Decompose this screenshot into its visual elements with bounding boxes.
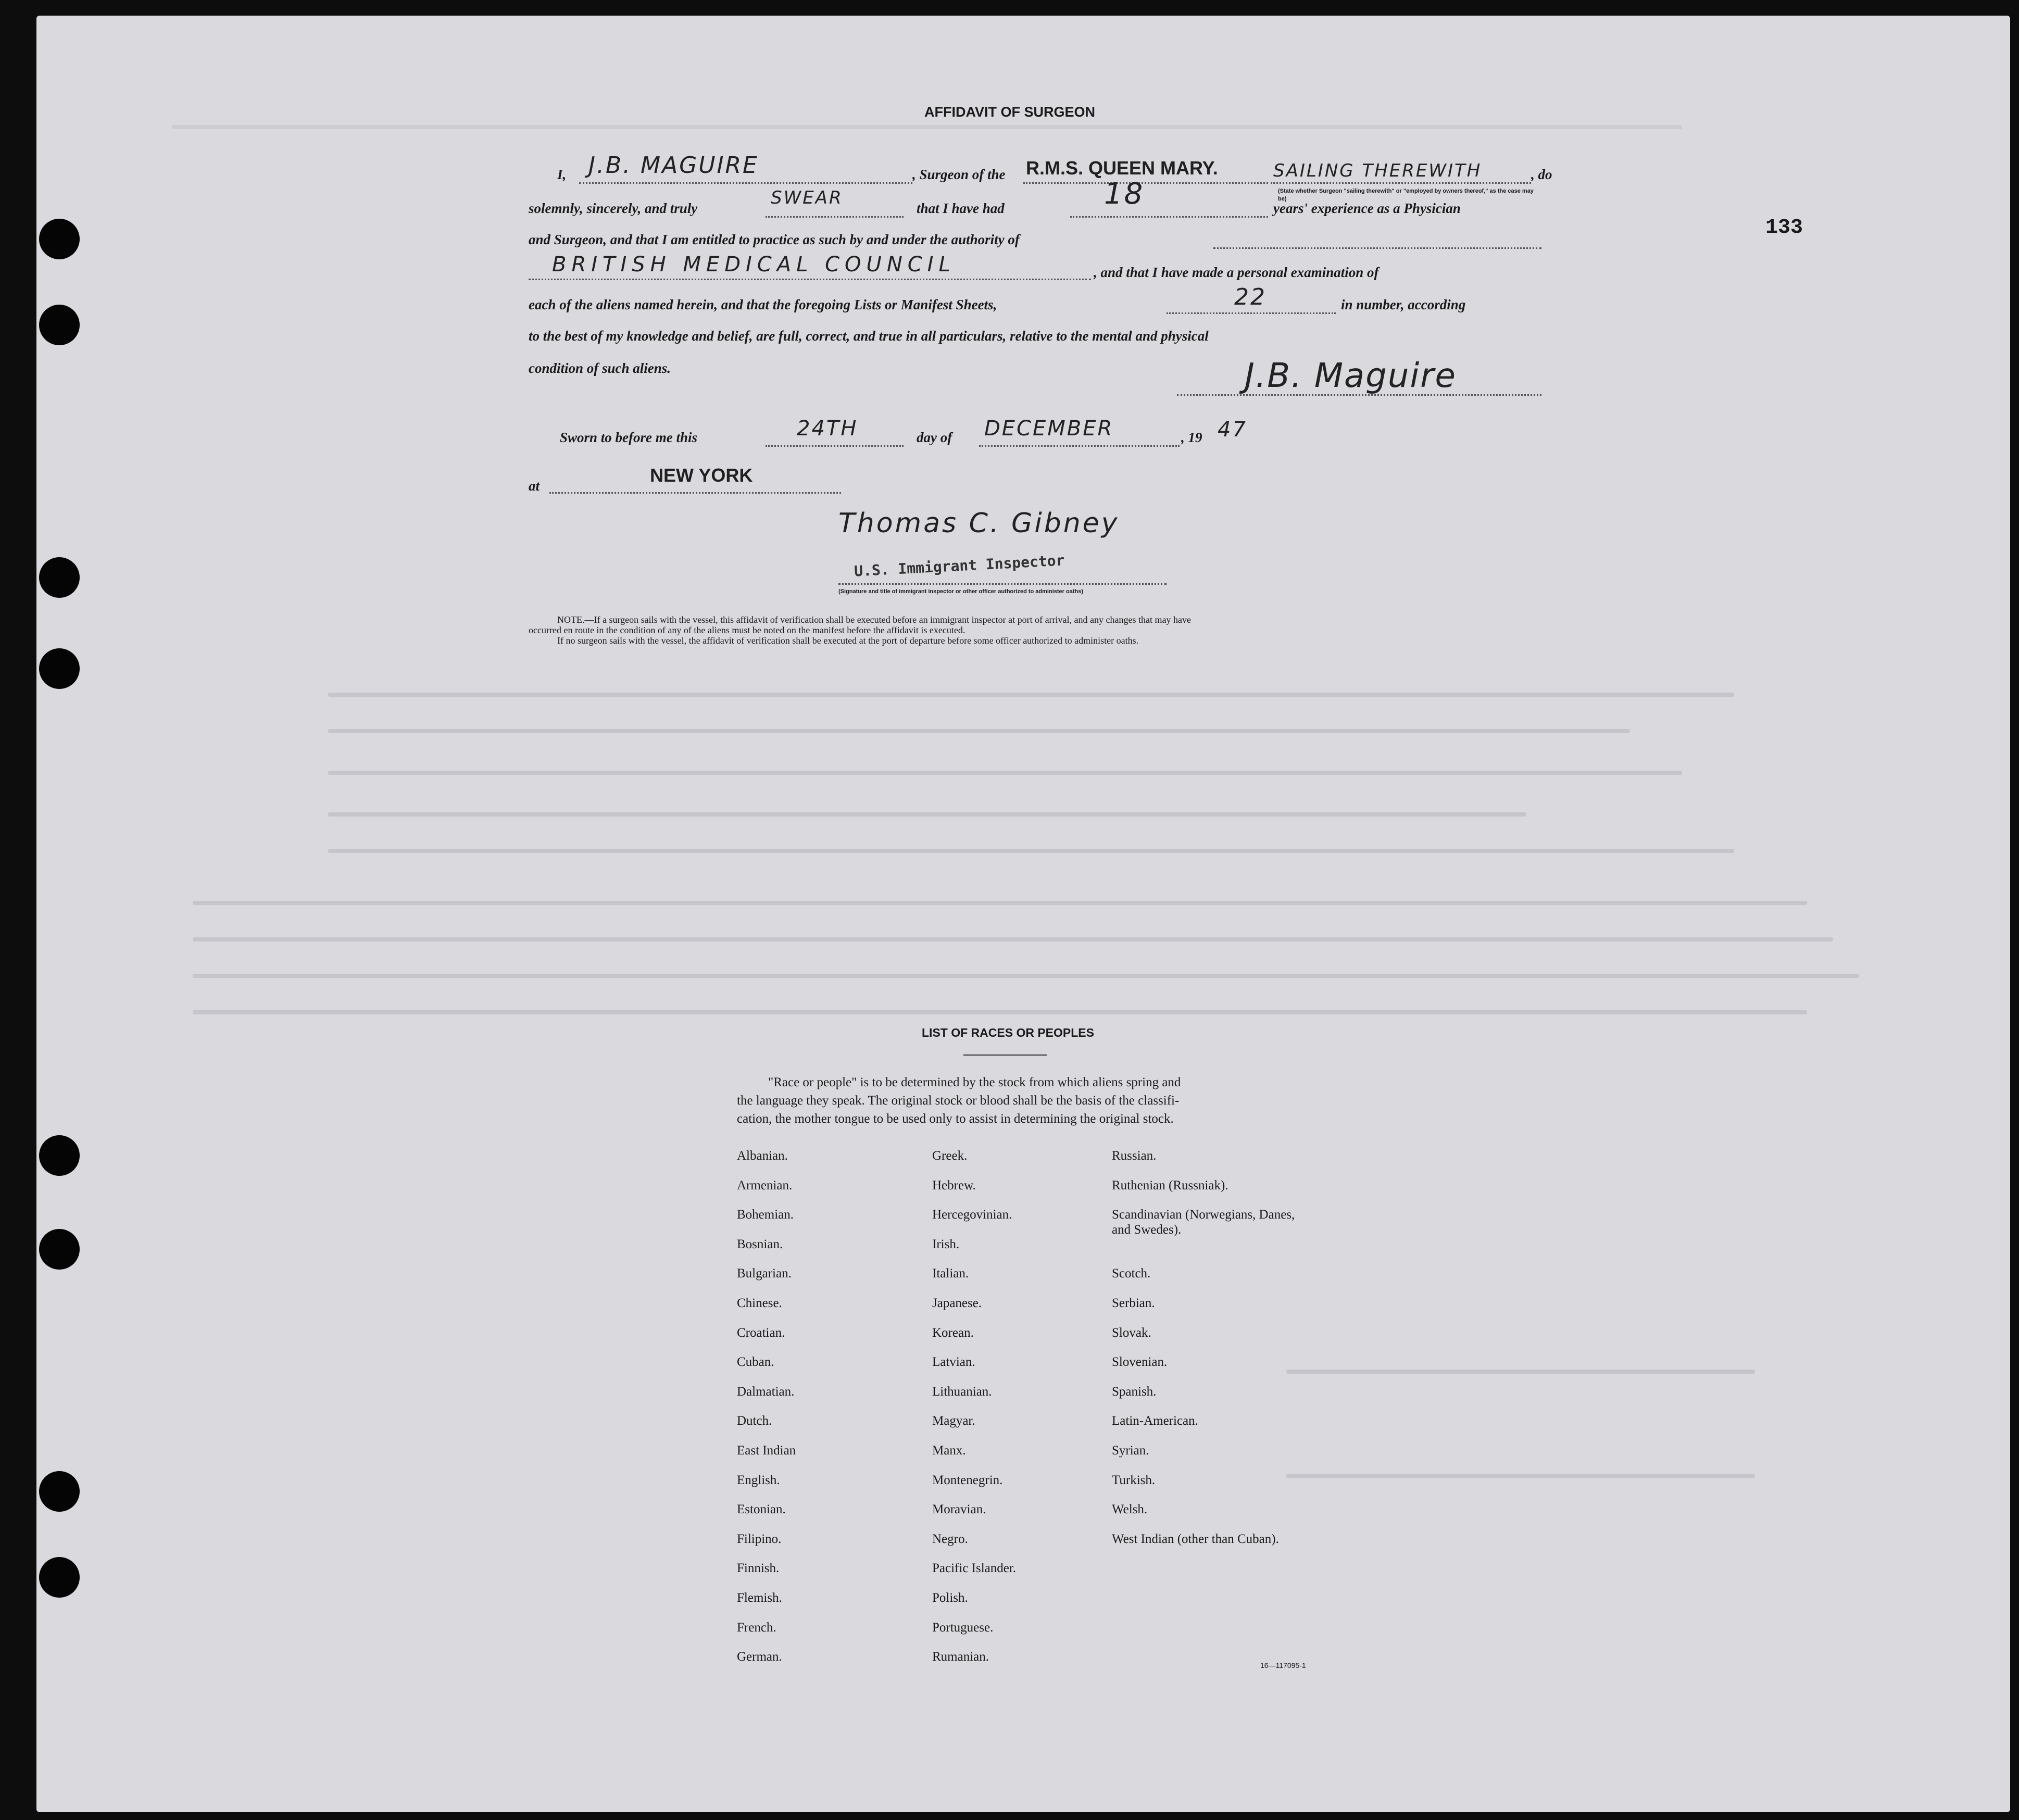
note-line-3: If no surgeon sails with the vessel, the affidavit of verification shall be executed at the port of departure before some officer authorized to administer oaths. xyxy=(557,635,1139,646)
race-item: Slovenian. xyxy=(1112,1355,1168,1369)
note-line-2: occurred en route in the condition of any of the aliens must be noted on the manifest before the affidavit is executed. xyxy=(529,625,965,635)
race-item: English. xyxy=(737,1473,780,1487)
race-item: Bulgarian. xyxy=(737,1266,792,1281)
race-item: Rumanian. xyxy=(932,1650,989,1664)
race-item: Syrian. xyxy=(1112,1444,1149,1458)
bleed-through-line xyxy=(193,901,1807,905)
race-item: Irish. xyxy=(932,1237,960,1251)
race-item: Korean. xyxy=(932,1326,974,1340)
race-item: Dalmatian. xyxy=(737,1385,795,1399)
surgeon-of-the-label: , Surgeon of the xyxy=(912,167,1006,182)
prefix-i: I, xyxy=(557,167,567,182)
binder-hole xyxy=(39,1557,80,1598)
race-item: Slovak. xyxy=(1112,1326,1151,1340)
authority-name-line xyxy=(529,279,1091,280)
race-item: Dutch. xyxy=(737,1414,772,1428)
vessel-name: R.M.S. QUEEN MARY. xyxy=(1026,157,1218,179)
knowledge-text: to the best of my knowledge and belief, are full, correct, and true in all particulars, relative to the mental and physical xyxy=(529,328,1209,344)
at-label: at xyxy=(529,478,540,494)
month-line xyxy=(979,445,1180,447)
place-name: NEW YORK xyxy=(650,465,753,486)
authority-name: BRITISH MEDICAL COUNCIL xyxy=(552,253,956,277)
binder-hole xyxy=(39,648,80,689)
race-item: Hebrew. xyxy=(932,1178,976,1193)
race-item: Latvian. xyxy=(932,1355,975,1369)
bleed-through-line xyxy=(328,812,1526,817)
years-experience-label: years' experience as a Physician xyxy=(1273,200,1461,216)
race-item: Japanese. xyxy=(932,1296,982,1310)
race-item: Flemish. xyxy=(737,1591,782,1605)
race-item: Russian. xyxy=(1112,1149,1157,1163)
surgeon-signature-line xyxy=(1177,394,1541,396)
race-item: Hercegovinian. xyxy=(932,1208,1012,1222)
race-item: French. xyxy=(737,1621,776,1635)
race-item: Greek. xyxy=(932,1149,968,1163)
binder-hole xyxy=(39,1229,80,1270)
race-item: Bohemian. xyxy=(737,1208,794,1222)
race-item: Cuban. xyxy=(737,1355,774,1369)
sailing-note: (State whether Surgeon "sailing therewith" or "employed by owners thereof," as the case may be) xyxy=(1278,188,1534,202)
day-of-label: day of xyxy=(917,430,952,445)
bleed-through-line xyxy=(328,771,1682,775)
sworn-year: 47 xyxy=(1218,418,1247,442)
race-item: Portuguese. xyxy=(932,1621,994,1635)
race-item: Italian. xyxy=(932,1266,969,1281)
inspector-signature-line xyxy=(838,583,1167,585)
binder-hole xyxy=(39,557,80,598)
races-title: LIST OF RACES OR PEOPLES xyxy=(922,1026,1094,1039)
race-item: Chinese. xyxy=(737,1296,782,1310)
race-item: Bosnian. xyxy=(737,1237,783,1251)
manifest-sheets-label: each of the aliens named herein, and that the foregoing Lists or Manifest Sheets, xyxy=(529,297,997,312)
inspector-signature: Thomas C. Gibney xyxy=(838,508,1120,539)
race-item: Turkish. xyxy=(1112,1473,1156,1487)
race-item: Ruthenian (Russniak). xyxy=(1112,1178,1228,1193)
that-i-have-had-label: that I have had xyxy=(917,200,1005,216)
binder-hole xyxy=(39,1471,80,1512)
binder-hole xyxy=(39,1135,80,1176)
race-item: Moravian. xyxy=(932,1502,986,1516)
inspector-stamp: U.S. Immigrant Inspector xyxy=(854,551,1065,580)
affidavit-title: AFFIDAVIT OF SURGEON xyxy=(924,104,1095,120)
surgeon-name: J.B. MAGUIRE xyxy=(588,152,759,179)
oath-line xyxy=(766,216,904,218)
race-item: Scotch. xyxy=(1112,1266,1151,1281)
races-intro-2: the language they speak. The original stock or blood shall be the basis of the classifi- xyxy=(737,1094,1180,1108)
race-item: East Indian xyxy=(737,1444,796,1458)
race-item: Finnish. xyxy=(737,1561,780,1575)
bleed-through-line xyxy=(1286,1474,1755,1478)
race-item: Montenegrin. xyxy=(932,1473,1003,1487)
sheets-line xyxy=(1167,312,1336,314)
sworn-label: Sworn to before me this xyxy=(560,430,698,445)
race-item: Serbian. xyxy=(1112,1296,1155,1310)
years-line xyxy=(1070,216,1268,218)
races-intro-1: "Race or people" is to be determined by the stock from which aliens spring and xyxy=(768,1075,1181,1089)
race-item: Manx. xyxy=(932,1444,966,1458)
place-line xyxy=(549,492,841,494)
authority-line xyxy=(1213,247,1541,249)
form-number: 16—117095-1 xyxy=(1260,1661,1306,1670)
race-item: Albanian. xyxy=(737,1149,788,1163)
solemnly-label: solemnly, sincerely, and truly xyxy=(529,200,698,216)
race-item: Filipino. xyxy=(737,1532,782,1546)
in-number-label: in number, according xyxy=(1341,297,1466,312)
bleed-through-line xyxy=(328,729,1630,733)
race-item: Welsh. xyxy=(1112,1502,1148,1516)
signature-caption: (Signature and title of immigrant inspector or other officer authorized to administer oaths) xyxy=(838,588,1083,595)
vessel-line xyxy=(1023,182,1268,184)
race-item: West Indian (other than Cuban). xyxy=(1112,1532,1279,1546)
sailing-status: SAILING THEREWITH xyxy=(1273,160,1482,181)
authority-text: and Surgeon, and that I am entitled to practice as such by and under the authority of xyxy=(529,232,1020,247)
binder-hole xyxy=(39,219,80,259)
condition-text: condition of such aliens. xyxy=(529,360,671,376)
race-item: Magyar. xyxy=(932,1414,975,1428)
note-line-1: NOTE.—If a surgeon sails with the vessel, this affidavit of verification shall be executed before an immigrant inspector at port of arrival, and any changes that may have xyxy=(557,614,1191,625)
do-label: , do xyxy=(1531,167,1552,182)
race-item: Scandinavian (Norwegians, Danes, and Swedes). xyxy=(1112,1208,1295,1237)
race-item: Spanish. xyxy=(1112,1385,1157,1399)
bleed-through-line xyxy=(193,974,1859,978)
race-item: Estonian. xyxy=(737,1502,786,1516)
races-title-rule xyxy=(963,1055,1047,1056)
binder-hole xyxy=(39,305,80,345)
race-item: German. xyxy=(737,1650,782,1664)
oath-word: SWEAR xyxy=(771,187,843,208)
race-item: Armenian. xyxy=(737,1178,793,1193)
races-intro-3: cation, the mother tongue to be used only to assist in determining the original stock. xyxy=(737,1112,1174,1126)
race-item: Latin-American. xyxy=(1112,1414,1198,1428)
sheets-value: 22 xyxy=(1234,284,1266,310)
bleed-through-line xyxy=(1286,1370,1755,1374)
surgeon-name-line xyxy=(579,182,912,184)
bleed-through-line xyxy=(328,693,1734,697)
surgeon-signature: J.B. Maguire xyxy=(1245,357,1457,395)
race-item: Lithuanian. xyxy=(932,1385,992,1399)
race-item: Pacific Islander. xyxy=(932,1561,1017,1575)
race-item: Croatian. xyxy=(737,1326,785,1340)
paper-sheet xyxy=(36,16,2010,1812)
sworn-day: 24TH xyxy=(797,417,858,441)
bleed-through-line xyxy=(172,125,1682,129)
bleed-through-line xyxy=(328,849,1734,853)
bleed-through-line xyxy=(193,937,1833,942)
day-line xyxy=(766,445,904,447)
sworn-month: DECEMBER xyxy=(984,417,1114,441)
years-value: 18 xyxy=(1104,177,1145,211)
page-number: 133 xyxy=(1765,216,1803,240)
race-item: Polish. xyxy=(932,1591,968,1605)
sailing-line xyxy=(1271,182,1531,184)
race-item: Negro. xyxy=(932,1532,968,1546)
personal-exam-label: , and that I have made a personal examination of xyxy=(1094,265,1379,280)
bleed-through-line xyxy=(193,1010,1807,1014)
year-prefix: , 19 xyxy=(1181,430,1202,445)
